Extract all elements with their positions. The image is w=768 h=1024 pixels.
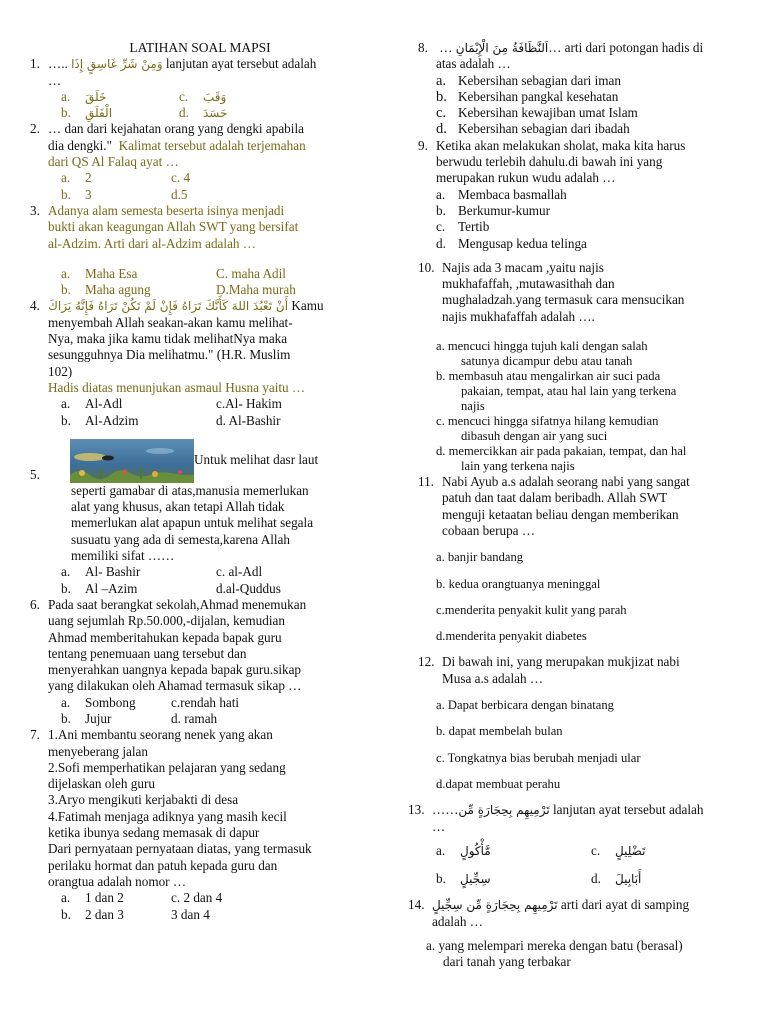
question-9 (418, 138, 743, 252)
question-12 (418, 654, 743, 792)
question-text: patuh dan taat dalam beribadh. Allah SWT (442, 490, 668, 506)
question-text: dari QS Al Falaq ayat … (48, 154, 179, 170)
option-a[interactable]: a. مَّأْكُولٍ (436, 842, 491, 858)
arabic-text: تَرْمِيهِم بِحِجَارَةٍ مِّن (458, 803, 550, 818)
question-text: yang dilakukan oleh Ahamad termasuk sikap … (48, 678, 302, 694)
option-b[interactable]: b. سِجِّيلٍ (436, 871, 491, 887)
question-text: uang sejumlah Rp.50.000,-dijalan, kemudian (48, 613, 285, 629)
question-cont: … (432, 818, 446, 834)
question-text: menguji ketaatan beliau dengan memberikan (442, 506, 679, 522)
answer-options (408, 843, 743, 888)
question-text: orangtua adalah nomor … (48, 873, 187, 889)
option-c[interactable]: c.rendah hati (171, 694, 240, 710)
question-text: Untuk melihat dasr laut (194, 451, 319, 467)
option-d[interactable]: d. أَبَابِيلَ (591, 871, 642, 887)
option-a[interactable]: a. Kebersihan sebagian dari iman (436, 72, 621, 89)
question-number: 12. (418, 654, 435, 670)
option-b[interactable]: b. 2 dan 3 (61, 906, 124, 922)
option-c[interactable]: c. mencuci hingga sifatnya hilang kemudian dibasuh dengan air yang suci (436, 414, 659, 444)
question-text: Nya, maka jika kamu tidak melihatNya maka (48, 331, 288, 347)
option-d[interactable]: d.5 (171, 186, 188, 202)
question-text: ketika ibunya sedang memasak di dapur (48, 825, 260, 841)
left-column (30, 40, 370, 923)
question-lead: …… (432, 802, 459, 818)
question-10 (418, 260, 743, 474)
underwater-image (70, 439, 194, 483)
question-text: bukti akan keagungan Allah SWT yang bersifat (48, 219, 299, 235)
option-b[interactable]: b. Kebersihan pangkal kesehatan (436, 88, 619, 105)
arabic-text: وَمِنْ شَرِّ غَاسِقٍ إِذَا (71, 57, 163, 72)
question-text: mughaladzah.yang termasuk cara mensucikan (442, 292, 685, 308)
question-7 (30, 727, 370, 923)
question-number: 5. (30, 466, 40, 482)
answer-options (418, 187, 743, 252)
question-text: Kalimat tersebut adalah terjemahan (118, 137, 306, 153)
question-text: sesungguhnya Dia melihatmu." (H.R. Muslim (48, 347, 291, 363)
question-text: atas adalah … (436, 56, 511, 72)
question-text: Dari pernyataan pernyataan diatas, yang termasuk (48, 841, 312, 857)
option-d[interactable]: d.dapat membuat perahu (436, 776, 561, 791)
option-d[interactable]: d.menderita penyakit diabetes (436, 629, 587, 644)
question-number: 7. (30, 727, 40, 743)
answer-options (30, 266, 370, 299)
question-text: 2.Sofi memperhatikan pelajaran yang sedang (48, 759, 286, 775)
option-b[interactable]: b. Al-Adzim (61, 412, 139, 428)
question-text: Nabi Ayub a.s adalah seorang nabi yang sangat (442, 474, 690, 490)
option-a[interactable]: a. 2 (61, 170, 92, 186)
question-text: Musa a.s adalah … (442, 670, 544, 686)
question-text: perilaku hormat dan patuh kepada guru dan (48, 857, 278, 873)
option-c[interactable]: c. Tongkatnya bias berubah menjadi ular (436, 750, 641, 765)
answer-options (418, 339, 743, 474)
option-b[interactable]: b. dapat membelah bulan (436, 724, 563, 739)
option-d[interactable]: d. ramah (171, 710, 218, 726)
answer-options (30, 890, 370, 923)
question-13 (408, 802, 743, 887)
question-number: 1. (30, 56, 40, 72)
question-text: Ahmad memberitahukan kepada bapak guru (48, 629, 282, 645)
question-number: 2. (30, 121, 40, 137)
option-b[interactable]: b. membasuh atau mengalirkan air suci pada pakaian, tempat, atau hal lain yang terkena najis (436, 369, 677, 414)
question-text: memerlukan alat apapun untuk melihat segala (71, 515, 314, 531)
question-text: dijelaskan oleh guru (48, 776, 155, 792)
question-number: 6. (30, 596, 40, 612)
question-11 (418, 474, 743, 644)
option-d[interactable]: d. Al-Bashir (216, 412, 281, 428)
option-a[interactable]: a. Maha Esa (61, 265, 138, 281)
option-b[interactable]: b. Jujur (61, 710, 112, 726)
question-text: memiliki sifat …… (71, 548, 175, 564)
question-text: alat yang khusus, akan tetapi Allah tidak (71, 499, 285, 515)
question-text: cobaan berupa … (442, 522, 536, 538)
option-c[interactable]: c. تَضْلِيلٍ (591, 842, 646, 858)
option-b[interactable]: b. Maha agung (61, 282, 151, 298)
question-text: berwudu terlebih dahulu.di bawah ini yang (436, 154, 663, 170)
question-text: 1.Ani membantu seorang nenek yang akan (48, 727, 273, 743)
question-text: tentang penemuaan uang tersebut dan (48, 645, 247, 661)
question-14 (408, 897, 743, 970)
answer-options (30, 89, 370, 122)
question-text: … arti dari potongan hadis di (548, 40, 704, 55)
question-number: 3. (30, 202, 40, 218)
option-c[interactable]: c. al-Adl (216, 564, 263, 580)
question-number: 13. (408, 802, 425, 818)
option-c[interactable]: c.menderita penyakit kulit yang parah (436, 602, 627, 617)
question-text: 102) (48, 363, 73, 379)
option-a[interactable]: a. Al-Adl (61, 396, 123, 412)
option-c[interactable]: c. Kebersihan kewajiban umat Islam (436, 105, 638, 122)
option-b[interactable]: b. kedua orangtuanya meninggal (436, 576, 601, 591)
question-number: 11. (418, 474, 434, 490)
answer-options (30, 695, 370, 728)
question-text: merupakan rukun wudu adalah … (436, 170, 616, 186)
arabic-text: تَرْمِيهِم بِحِجَارَةٍ مِّن سِجِّيلٍ (432, 898, 558, 913)
answer-options (418, 73, 743, 138)
option-d[interactable]: d. حَسَدَ (179, 105, 228, 121)
option-d[interactable]: D.Maha murah (216, 282, 296, 298)
answer-options (30, 564, 370, 597)
option-c[interactable]: c. وَقَبَ (179, 88, 227, 104)
question-text: 4.Fatimah menjaga adiknya yang masih kecil (48, 808, 287, 824)
option-a[interactable]: a. Sombong (61, 694, 136, 710)
question-text: lanjutan ayat tersebut adalah (165, 56, 317, 72)
option-d[interactable]: 3 dan 4 (171, 906, 210, 922)
question-text: Pada saat berangkat sekolah,Ahmad menemukan (48, 596, 307, 612)
question-text: arti dari ayat di samping (560, 897, 690, 913)
option-d[interactable]: d. Mengusap kedua telinga (436, 235, 587, 251)
question-3 (30, 203, 370, 298)
question-text: 3.Aryo mengikuti kerjabakti di desa (48, 792, 239, 808)
option-a[interactable]: a. Al- Bashir (61, 564, 141, 580)
question-text: menyeberang jalan (48, 743, 148, 759)
answer-options (418, 539, 743, 644)
option-a[interactable]: a. 1 dan 2 (61, 890, 124, 906)
arabic-text: أَنْ تَعْبُدَ اللهَ كَأَنَّكَ تَرَاهُ فَإِنْ لَمْ تَكُنْ تَرَاهُ فَإِنَّهُ يَرَاكَ (48, 299, 289, 314)
option-a[interactable]: a. mencuci hingga tujuh kali dengan salah satunya dicampur debu atau tanah (436, 339, 648, 369)
answer-options (30, 170, 370, 203)
question-text: Adanya alam semesta beserta isinya menjadi (48, 202, 285, 218)
question-1 (30, 56, 370, 121)
option-c[interactable]: c. 2 dan 4 (171, 890, 223, 906)
question-5 (30, 439, 370, 597)
question-lead: … (439, 40, 453, 55)
question-text: Hadis diatas menunjukan asmaul Husna yaitu … (48, 379, 306, 395)
option-a[interactable]: a. yang melempari mereka dengan batu (berasal) dari tanah yang terbakar (426, 937, 683, 970)
option-b[interactable]: b. 3 (61, 186, 92, 202)
question-text: najis mukhafaffah adalah …. (442, 308, 595, 324)
answer-options (418, 687, 743, 792)
option-d[interactable]: d.al-Quddus (216, 580, 281, 596)
question-text: Di bawah ini, yang merupakan mukjizat nabi (442, 654, 680, 670)
question-text: dia dengki." (48, 137, 112, 153)
question-number: 9. (418, 137, 428, 153)
question-text: susuatu yang ada di semesta,karena Allah (71, 531, 290, 547)
page-title: LATIHAN SOAL MAPSI (129, 40, 271, 55)
question-text: mukhafaffah, ,mutawasithah dan (442, 276, 615, 292)
question-text: adalah … (432, 913, 483, 929)
option-a[interactable]: a. Membaca basmallah (436, 186, 567, 202)
question-text: Kamu (291, 298, 324, 314)
option-d[interactable]: d. memercikkan air pada pakaian, tempat, dan hal lain yang terkena najis (436, 444, 687, 474)
question-text: seperti gamabar di atas,manusia memerlukan (71, 482, 309, 498)
question-text: menyerahkan uangnya kepada bapak guru.sikap (48, 662, 302, 678)
question-number: 8. (418, 40, 428, 55)
question-4 (30, 298, 370, 428)
option-a[interactable]: a. خَلَقَ (61, 88, 107, 104)
question-cont: … (48, 72, 62, 88)
option-b[interactable]: b. الْفَلَقِ (61, 105, 113, 121)
arabic-text: اَلنَّظَافَةُ مِنَ الْإِيْمَانِ (455, 41, 549, 55)
option-a[interactable]: a. banjir bandang (436, 550, 524, 565)
option-c[interactable]: C. maha Adil (216, 265, 286, 281)
question-number: 14. (408, 897, 425, 913)
question-number: 10. (418, 259, 435, 275)
question-text: lanjutan ayat tersebut adalah (552, 802, 704, 818)
question-text: al-Adzim. Arti dari al-Adzim adalah … (48, 235, 256, 251)
question-8 (418, 40, 743, 138)
question-2 (30, 121, 370, 202)
question-text: … dan dari kejahatan orang yang dengki apabila (48, 121, 304, 137)
question-6 (30, 597, 370, 727)
right-column (408, 40, 743, 971)
option-a[interactable]: a. Dapat berbicara dengan binatang (436, 698, 614, 713)
question-text: Ketika akan melakukan sholat, maka kita harus (436, 137, 686, 153)
option-b[interactable]: b. Al –Azim (61, 580, 138, 596)
question-number: 4. (30, 298, 40, 314)
option-c[interactable]: c. Tertib (436, 219, 490, 235)
option-b[interactable]: b. Berkumur-kumur (436, 202, 551, 218)
option-c[interactable]: c.Al- Hakim (216, 396, 282, 412)
question-lead: ….. (48, 56, 68, 72)
question-text: menyembah Allah seakan-akan kamu melihat- (48, 314, 293, 330)
option-c[interactable]: c. 4 (171, 170, 191, 186)
answer-options (30, 396, 370, 429)
question-text: Najis ada 3 macam ,yaitu najis (442, 259, 604, 275)
option-d[interactable]: d. Kebersihan sebagian dari ibadah (436, 121, 630, 138)
